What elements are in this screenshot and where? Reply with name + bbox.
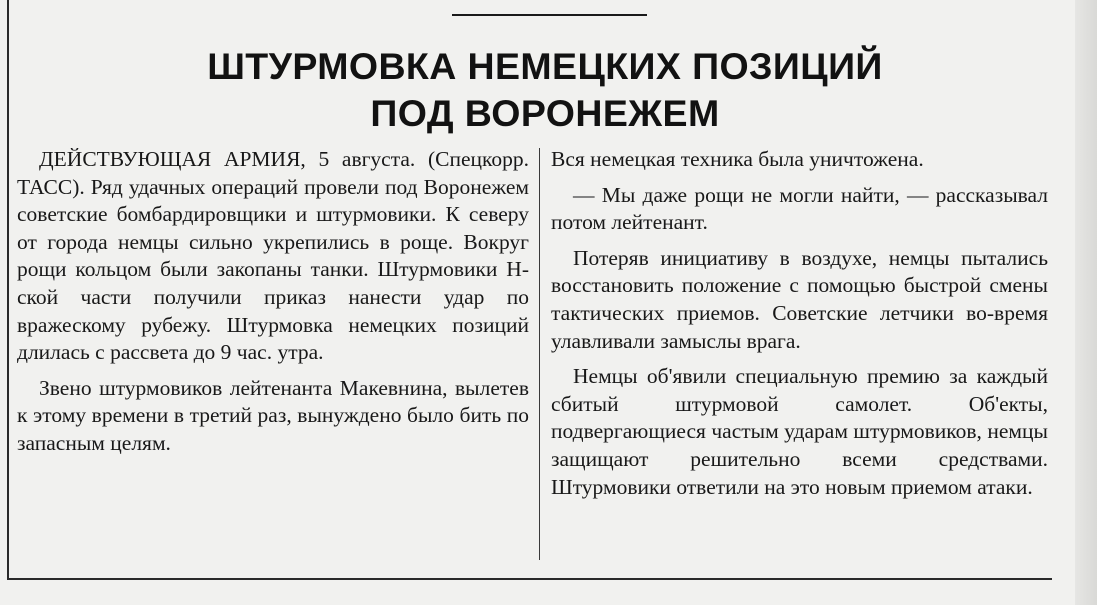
paragraph: ДЕЙСТВУЮЩАЯ АРМИЯ, 5 августа. (Спецкорр. ТАСС). Ряд удачных операций провели под Воронежем советские бомбардировщики и штурмовики. К северу от города немцы сильно укрепились в роще. Вокруг рощи кольцом были закопаны танки. Штурмовики Н-ской части получили приказ нанести удар по вражескому рубежу. Штурмовка немецких позиций длилась с рассвета до 9 час. утра. [17,147,529,365]
article-column-right [551,146,1048,501]
headline-line-2: ПОД ВОРОНЕЖЕМ [370,92,720,134]
left-border-rule [7,0,9,578]
paragraph: — Мы даже рощи не могли найти, — рассказывал потом лейтенант. [551,182,1048,235]
paragraph: Звено штурмовиков лейтенанта Макевнина, вылетев к этому времени в третий раз, вынуждено было бить по запасным целям. [17,375,529,455]
headline-line-1: ШТУРМОВКА НЕМЕЦКИХ ПОЗИЦИЙ [207,45,883,87]
bottom-border-rule [7,578,1052,580]
page-edge-shadow [1075,0,1097,605]
article-headline [40,43,1050,137]
article-column-left [17,146,529,458]
top-separator-rule [452,14,647,16]
paragraph: Вся немецкая техника была уничтожена. [551,147,924,171]
column-divider-rule [539,148,540,560]
paragraph: Потеряв инициативу в воздухе, немцы пытались восстановить положение с помощью быстрой смены тактических приемов. Советские летчики во-время улавливали замыслы врага. [551,245,1048,353]
paragraph: Немцы об'явили специальную премию за каждый сбитый штурмовой самолет. Об'екты, подвергающиеся частым ударам штурмовиков, немцы защищают решительно всеми средствами. Штурмовики ответили на это новым приемом атаки. [551,364,1048,499]
